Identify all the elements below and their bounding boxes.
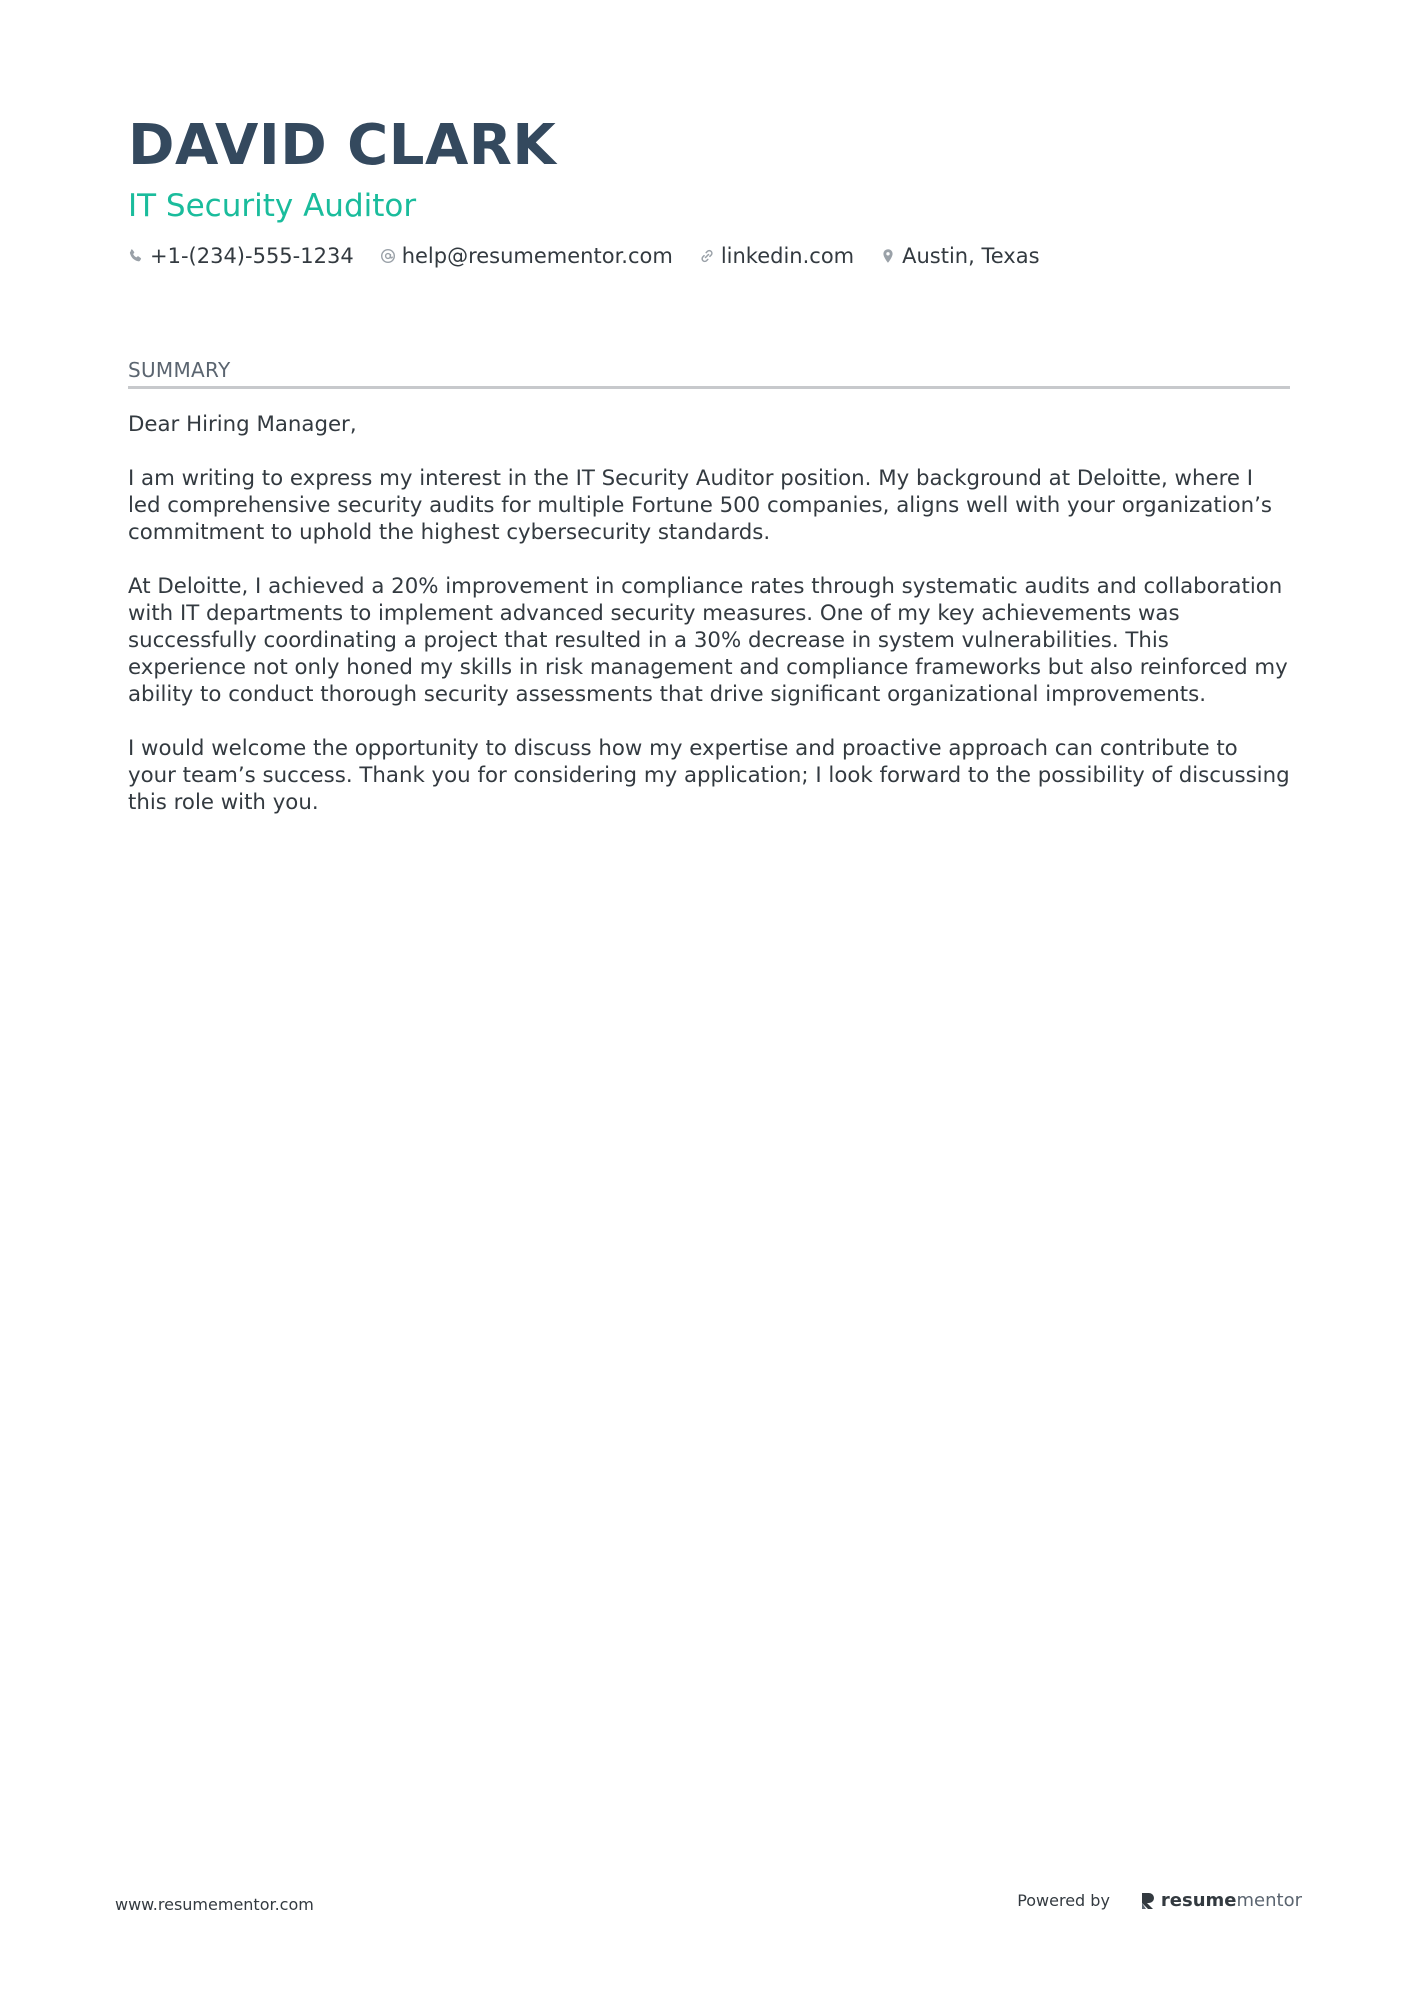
footer-branding bbox=[1017, 1890, 1302, 1911]
link-text: linkedin.com bbox=[720, 244, 855, 268]
map-pin-icon bbox=[880, 248, 896, 264]
brand-logo bbox=[1140, 1890, 1302, 1911]
summary-section bbox=[128, 358, 1290, 843]
candidate-name: DAVID CLARK bbox=[128, 113, 557, 178]
resumementor-logo-icon bbox=[1140, 1891, 1156, 1911]
contact-link bbox=[699, 244, 854, 268]
powered-by-label: Powered by bbox=[1017, 1891, 1110, 1910]
contact-email bbox=[380, 244, 673, 268]
header bbox=[128, 112, 1288, 268]
section-heading: SUMMARY bbox=[128, 358, 1290, 389]
greeting: Dear Hiring Manager, bbox=[128, 412, 357, 437]
phone-text: +1-(234)-555-1234 bbox=[150, 244, 354, 268]
footer-website: www.resumementor.com bbox=[115, 1895, 314, 1914]
paragraph-achievements: At Deloitte, I achieved a 20% improvement in compliance rates through systematic audits and collaboration with IT departments to implement advanced security measures. One of my key achievements was successfully coordinating a project that resulted in a 30% decrease in system vulnerabilities. This experience not only honed my skills in risk management and compliance frameworks but also reinforced my ability to conduct thorough security assessments that drive significant organizational improvements. bbox=[128, 574, 1288, 707]
link-icon bbox=[699, 248, 715, 264]
contact-location bbox=[880, 244, 1039, 268]
contact-phone bbox=[128, 244, 354, 268]
brand-name-part1: resume bbox=[1160, 1890, 1237, 1911]
at-icon bbox=[380, 248, 396, 264]
location-text: Austin, Texas bbox=[902, 244, 1040, 268]
paragraph-intro: I am writing to express my interest in the IT Security Auditor position. My background at Deloitte, where I led comprehensive security audits for multiple Fortune 500 companies, aligns well with your organization’s commitment to uphold the highest cybersecurity standards. bbox=[128, 466, 1272, 545]
paragraph-closing: I would welcome the opportunity to discuss how my expertise and proactive approach can contribute to your team’s success. Thank you for considering my application; I look forward to the possibility of discussing this role with you. bbox=[128, 736, 1290, 815]
email-text: help@resumementor.com bbox=[401, 244, 673, 268]
brand-name-part2: mentor bbox=[1236, 1890, 1302, 1911]
letter-body bbox=[128, 411, 1290, 816]
contact-bar bbox=[128, 244, 1288, 268]
job-title: IT Security Auditor bbox=[128, 188, 417, 224]
phone-icon bbox=[128, 248, 144, 264]
